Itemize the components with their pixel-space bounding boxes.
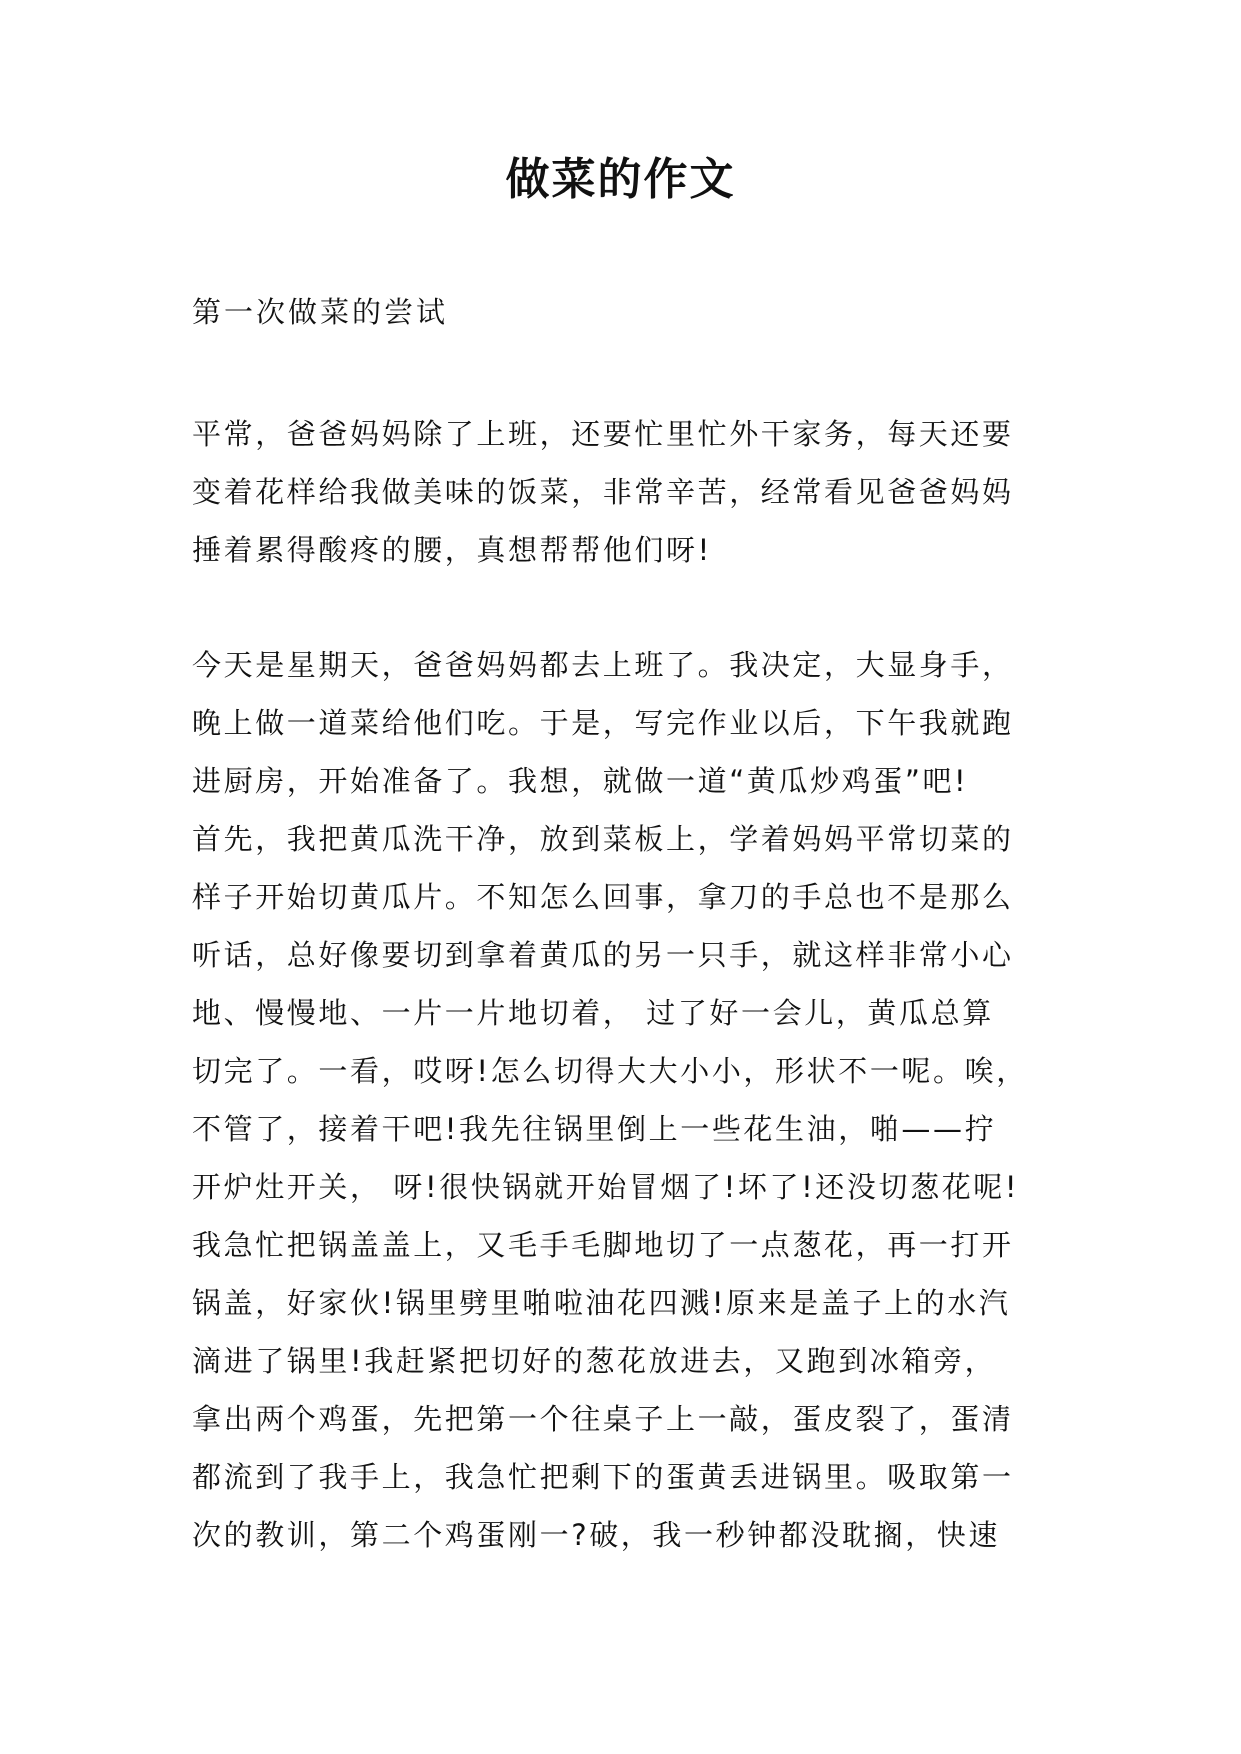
paragraph-line: 开炉灶开关， 呀!很快锅就开始冒烟了!坏了!还没切葱花呢! [192,1170,1020,1204]
document-title: 做菜的作文 [505,154,736,205]
paragraph-line: 我急忙把锅盖盖上，又毛手毛脚地切了一点葱花，再一打开 [192,1228,1014,1262]
paragraph-line: 不管了，接着干吧!我先往锅里倒上一些花生油，啪——拧 [192,1112,997,1146]
paragraph-line: 进厨房，开始准备了。我想，就做一道“黄瓜炒鸡蛋”吧! [192,764,969,798]
paragraph-line: 滴进了锅里!我赶紧把切好的葱花放进去，又跑到冰箱旁， [192,1344,997,1378]
paragraph-line: 今天是星期天，爸爸妈妈都去上班了。我决定，大显身手， [192,648,1014,682]
paragraph-line: 锅盖，好家伙!锅里劈里啪啦油花四溅!原来是盖子上的水汽 [192,1286,1011,1320]
paragraph-line: 次的教训，第二个鸡蛋刚一?破，我一秒钟都没耽搁，快速 [192,1518,1000,1552]
paragraph-2 [192,636,1072,1564]
paragraph-line: 听话，总好像要切到拿着黄瓜的另一只手，就这样非常小心 [192,938,1014,972]
paragraph-line: 晚上做一道菜给他们吃。于是，写完作业以后，下午我就跑 [192,706,1014,740]
paragraph-line: 拿出两个鸡蛋，先把第一个往桌子上一敲，蛋皮裂了，蛋清 [192,1402,1014,1436]
paragraph-line: 样子开始切黄瓜片。不知怎么回事，拿刀的手总也不是那么 [192,880,1014,914]
paragraph-line: 都流到了我手上，我急忙把剩下的蛋黄丢进锅里。吸取第一 [192,1460,1014,1494]
paragraph-line: 首先，我把黄瓜洗干净，放到菜板上，学着妈妈平常切菜的 [192,822,1014,856]
paragraph-line: 平常，爸爸妈妈除了上班，还要忙里忙外干家务，每天还要 [192,417,1014,451]
paragraph-line: 捶着累得酸疼的腰，真想帮帮他们呀! [192,533,712,567]
paragraph-line: 变着花样给我做美味的饭菜，非常辛苦，经常看见爸爸妈妈 [192,475,1014,509]
paragraph-line: 地、慢慢地、一片一片地切着， 过了好一会儿，黄瓜总算 [192,996,994,1030]
document-subtitle: 第一次做菜的尝试 [192,295,449,329]
paragraph-1 [192,405,1072,579]
paragraph-line: 切完了。一看，哎呀!怎么切得大大小小，形状不一呢。唉， [192,1054,1028,1088]
